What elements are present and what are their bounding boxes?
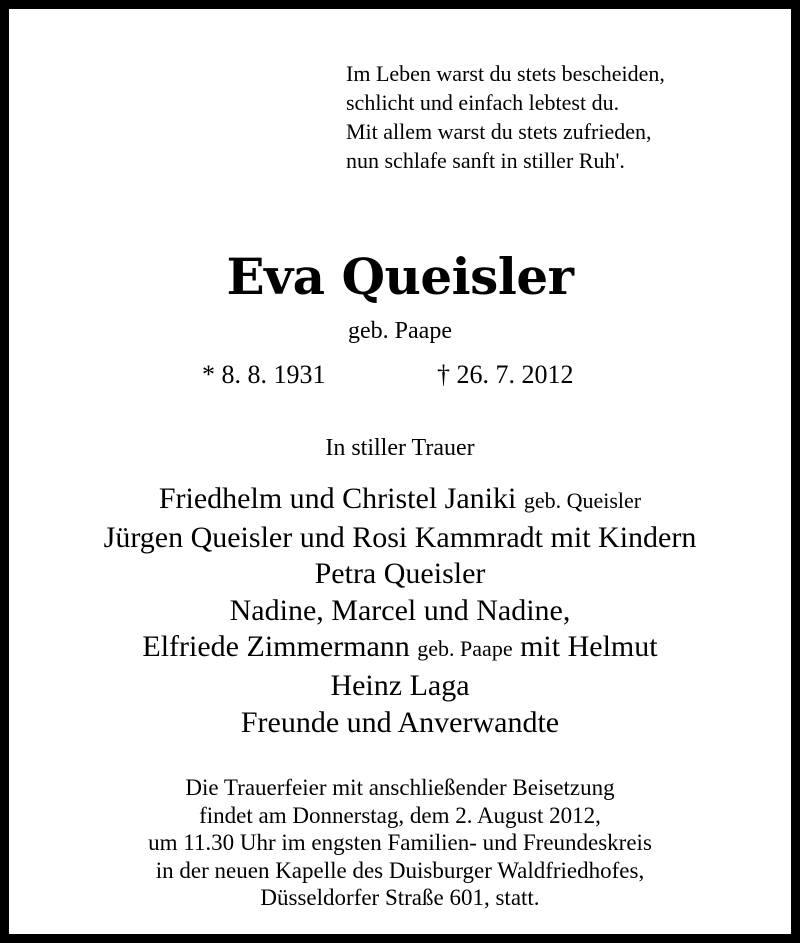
memorial-poem — [346, 59, 665, 175]
mourner-line — [9, 481, 791, 520]
ceremony-line: findet am Donnerstag, dem 2. August 2012, — [199, 802, 601, 828]
birth-date: * 8. 8. 1931 — [202, 360, 326, 389]
poem-line: nun schlafe sanft in stiller Ruh'. — [346, 148, 625, 173]
mourner-line: Freunde und Anverwandte — [240, 705, 560, 739]
mourner-note: geb. Paape — [417, 636, 513, 662]
mourner-note: geb. Queisler — [523, 488, 642, 513]
maiden-name: geb. Paape — [348, 318, 452, 344]
death-date: † 26. 7. 2012 — [437, 360, 574, 389]
mourner-name: Friedhelm und Christel Janiki — [158, 482, 517, 515]
mourner-line: Nadine, Marcel und Nadine, — [229, 593, 571, 627]
poem-line: Mit allem warst du stets zufrieden, — [346, 119, 652, 144]
ceremony-line: um 11.30 Uhr im engsten Familien- und Freundeskreis — [148, 830, 652, 855]
poem-line: schlicht und einfach lebtest du. — [346, 90, 620, 115]
ceremony-details — [9, 774, 791, 912]
ceremony-line: in der neuen Kapelle des Duisburger Waldfriedhofes, — [155, 857, 645, 883]
mourner-line — [9, 629, 791, 668]
ceremony-line: Düsseldorfer Straße 601, statt. — [260, 885, 540, 910]
deceased-name: Eva Queisler — [226, 247, 574, 306]
ceremony-line: Die Trauerfeier mit anschließender Beisetzung — [185, 775, 615, 800]
mourner-line: Petra Queisler — [314, 557, 486, 591]
poem-line: Im Leben warst du stets bescheiden, — [346, 61, 665, 86]
mourner-name: Elfriede Zimmermann — [142, 630, 410, 664]
mourner-line: Jürgen Queisler und Rosi Kammradt mit Kindern — [103, 520, 697, 554]
mourners-list — [9, 481, 791, 741]
mourner-line: Heinz Laga — [330, 668, 470, 702]
mourning-intro: In stiller Trauer — [325, 435, 475, 461]
mourner-suffix: mit Helmut — [520, 630, 658, 664]
